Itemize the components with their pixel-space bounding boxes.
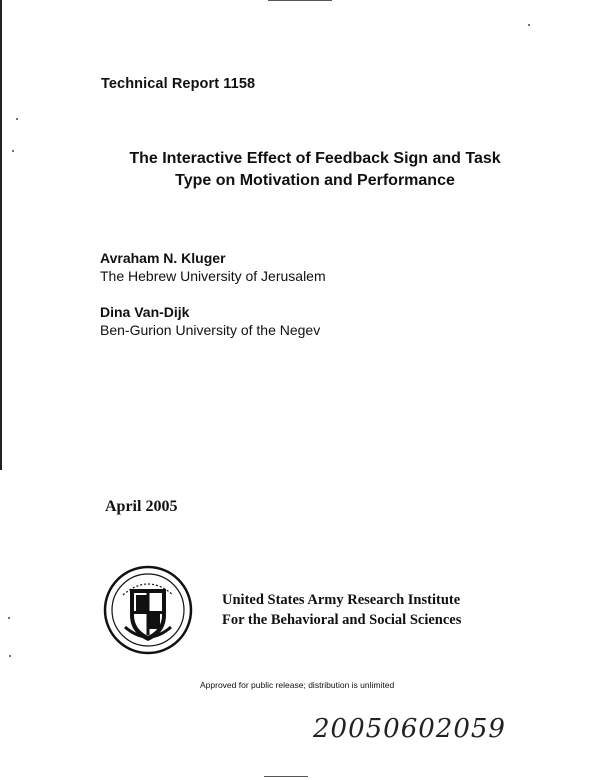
scan-speck [12,150,14,152]
scan-speck [16,118,18,120]
organization-name [222,590,461,630]
scan-bottom-mark [264,776,308,777]
publication-date: April 2005 [105,498,178,515]
organization-line-1: United States Army Research Institute [222,592,461,608]
document-title [60,148,570,192]
scan-speck [9,655,11,657]
distribution-statement: Approved for public release; distribution is unlimited [200,680,395,690]
report-number: Technical Report 1158 [101,76,256,92]
author-name: Dina Van-Dijk [100,304,190,320]
author-affiliation: Ben-Gurion University of the Negev [100,322,321,338]
handwritten-accession-number: 20050602059 [313,714,506,744]
scan-top-mark [268,0,332,1]
title-line-2: Type on Motivation and Performance [175,172,455,189]
scan-speck [528,24,530,26]
scan-edge-line [0,0,2,470]
author-name: Avraham N. Kluger [100,250,226,266]
army-research-institute-seal-icon [103,565,193,655]
title-line-1: The Interactive Effect of Feedback Sign and Task [129,150,501,167]
scan-speck [8,617,10,619]
organization-line-2: For the Behavioral and Social Sciences [222,612,462,628]
author-affiliation: The Hebrew University of Jerusalem [100,268,326,284]
